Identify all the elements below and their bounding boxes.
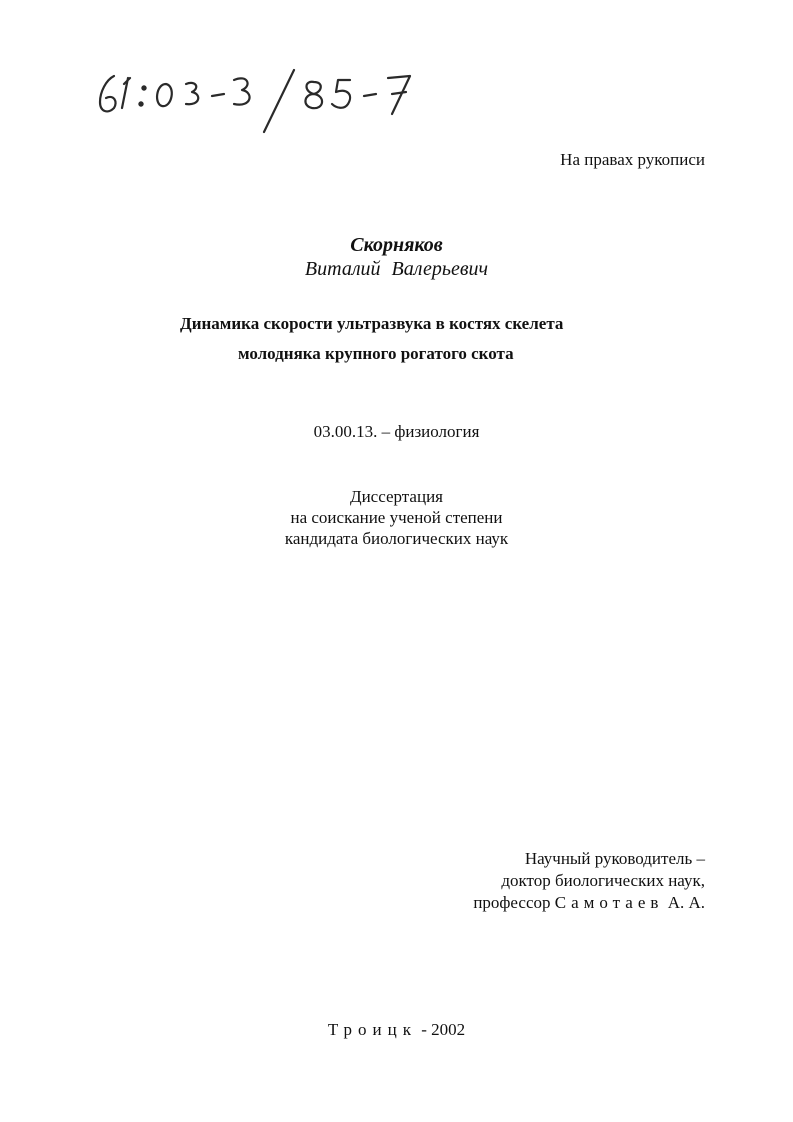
city-year	[0, 1020, 793, 1040]
city-name: Троицк	[327, 1020, 418, 1039]
author-surname: Скорняков	[350, 234, 443, 256]
supervisor-name: Самотаев	[554, 893, 664, 912]
handwritten-code-graphic	[92, 62, 432, 142]
supervisor-block	[473, 848, 705, 914]
thesis-title-line-2: молодняка крупного рогатого скота	[238, 344, 514, 363]
rights-notice: На правах рукописи	[560, 150, 705, 169]
author-given-names: Виталий Валерьевич	[304, 258, 489, 280]
degree-line-2: на соискание ученой степени	[290, 508, 503, 527]
year: - 2002	[421, 1020, 466, 1039]
supervisor-line-2: доктор биологических наук,	[501, 871, 705, 890]
degree-line-3: кандидата биологических наук	[284, 529, 509, 548]
supervisor-line-1: Научный руководитель –	[524, 849, 705, 868]
handwritten-archive-code	[92, 62, 432, 142]
specialty-code: 03.00.13. – физиология	[313, 422, 480, 441]
supervisor-initials: А. А.	[667, 893, 705, 912]
supervisor-rank: профессор	[473, 893, 551, 912]
thesis-title-line-1: Динамика скорости ультразвука в костях скелета	[180, 314, 564, 333]
degree-line-1: Диссертация	[349, 487, 443, 506]
degree-statement	[0, 486, 793, 549]
supervisor-line-3	[473, 892, 705, 914]
